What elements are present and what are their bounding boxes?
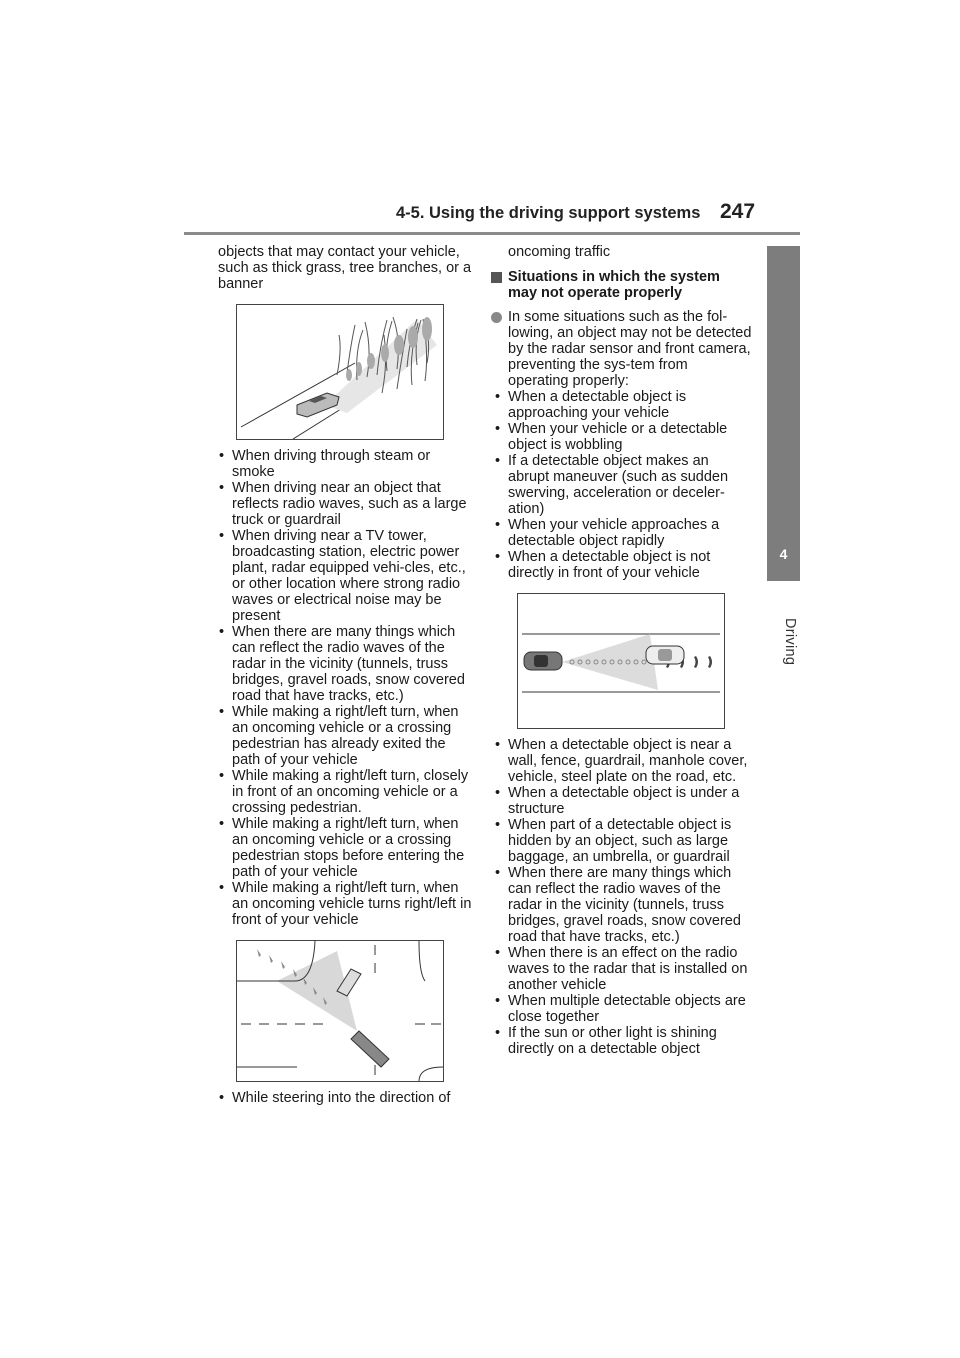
list-item: • When part of a detectable object is hidden by an object, such as large baggage, an umbrella, or guardrail [490,817,752,865]
car-icon [297,393,339,417]
list-item: • If a detectable object makes an abrupt maneuver (such as sudden swerving, acceleration or deceler-ation) [490,453,752,517]
list-item: • When driving near a TV tower, broadcasting station, electric power plant, radar equipped vehi-cles, etc., or other location where strong radio waves or electrical noise may be present [214,528,474,624]
list-item: • If the sun or other light is shining directly on a detectable object [490,1025,752,1057]
circle-list-item [490,309,752,389]
intro-text: objects that may contact your vehicle, such as thick grass, tree branches, or a banner [218,244,472,292]
section-title: 4-5. Using the driving support systems [396,204,701,222]
illustration-intersection-turn [236,940,444,1082]
chapter-label: Driving [782,618,798,666]
continued-text: oncoming traffic [508,244,611,260]
page-number: 247 [720,200,756,223]
chapter-number: 4 [779,546,788,562]
list-item: • While steering into the direction of [214,1090,474,1106]
list-item: • When a detectable object is near a wall, fence, guardrail, manhole cover, vehicle, steel plate on the road, etc. [490,737,752,785]
list-item: • When there is an effect on the radio waves to the radar that is installed on another vehicle [490,945,752,993]
bullet-list-a [490,389,752,581]
bullet-list-b [490,737,752,1057]
circle-item-text: In some situations such as the fol-lowing, an object may not be detected by the radar sensor and front camera, preventing the sys-tem from operating properly: [508,309,752,389]
list-item: • When your vehicle approaches a detectable object rapidly [490,517,752,549]
list-item: • When a detectable object is under a structure [490,785,752,817]
circle-bullet-icon [491,312,502,323]
section-heading [490,269,752,301]
list-item: • When a detectable object is not directly in front of your vehicle [490,549,752,581]
list-item: • While making a right/left turn, when an oncoming vehicle or a crossing pedestrian stops before entering the path of your vehicle [214,816,474,880]
list-item: • When a detectable object is approaching your vehicle [490,389,752,421]
list-item: • When multiple detectable objects are close together [490,993,752,1025]
own-car-icon [524,652,562,670]
list-item: • While making a right/left turn, closely in front of an oncoming vehicle or a crossing pedestrian. [214,768,474,816]
list-item: • When driving through steam or smoke [214,448,474,480]
list-item: • When there are many things which can reflect the radio waves of the radar in the vicinity (tunnels, truss bridges, gravel roads, snow covered road that have tracks, etc.) [214,624,474,704]
list-item: • When your vehicle or a detectable object is wobbling [490,421,752,453]
bullet-list-b [214,1090,474,1106]
left-column [214,244,474,1106]
illustration-offset-vehicle [517,593,725,729]
section-heading-text: Situations in which the system may not operate properly [508,269,720,301]
bullet-list-a [214,448,474,928]
square-bullet-icon [491,272,502,283]
illustration-grass-branches [236,304,444,440]
own-car-icon [351,1031,389,1067]
target-car-icon [646,646,684,664]
list-item: • While making a right/left turn, when an oncoming vehicle or a crossing pedestrian has already exited the path of your vehicle [214,704,474,768]
header-rule [184,232,800,235]
list-item: • When there are many things which can reflect the radio waves of the radar in the vicinity (tunnels, truss bridges, gravel roads, snow covered road that have tracks, etc.) [490,865,752,945]
right-column [490,244,752,1057]
list-item: • While making a right/left turn, when an oncoming vehicle turns right/left in front of your vehicle [214,880,474,928]
list-item: • When driving near an object that reflects radio waves, such as a large truck or guardrail [214,480,474,528]
chapter-tab [767,246,800,581]
